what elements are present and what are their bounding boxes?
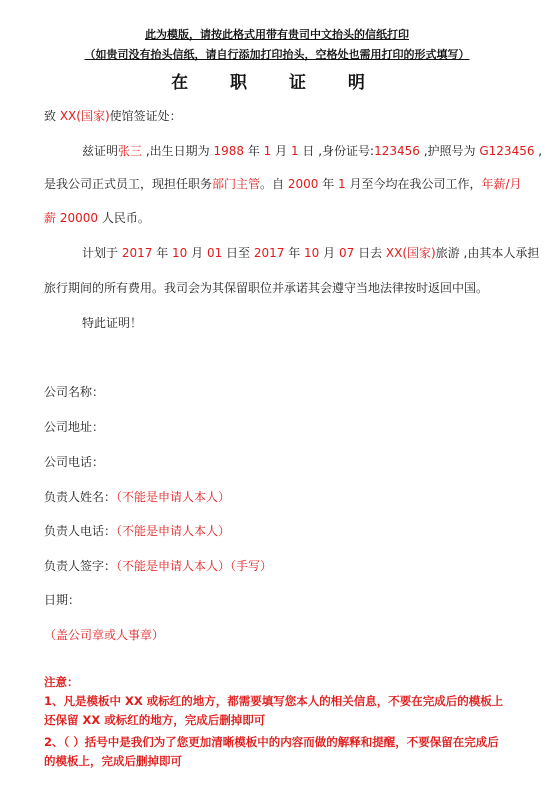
note-2-line1: 2、（ ）括号中是我们为了您更加清晰模板中的内容而做的解释和提醒，不要保留在完成后 — [44, 735, 499, 749]
manager-signature-field: 负责人签字：（不能是申请人本人）（手写） — [44, 559, 273, 573]
paragraph-expenses: 旅行期间的所有费用。我司会为其保留职位并承诺其会遵守当地法律按时返回中国。 — [44, 281, 489, 295]
date-field: 日期： — [44, 593, 81, 607]
closing-statement: 特此证明！ — [82, 316, 143, 330]
paragraph-travel-plan: 计划于 2017 年 10 月 01 日至 2017 年 10 月 07 日去 XX(国家)旅游 ,由其本人承担 — [82, 246, 540, 260]
note-1-line2: 还保留 XX 或标红的地方，完成后删掉即可 — [44, 713, 266, 727]
note-1-line1: 1、凡是模板中 XX 或标红的地方，都需要填写您本人的相关信息，不要在完成后的模板上 — [44, 694, 504, 708]
paragraph-identity: 兹证明张三 ,出生日期为 1988 年 1 月 1 日 ,身份证号:123456 ,护照号为 G123456 , — [82, 144, 543, 158]
paragraph-salary: 薪 20000 人民币。 — [44, 211, 150, 225]
manager-name-field: 负责人姓名：（不能是申请人本人） — [44, 490, 231, 504]
template-note-line2: （如贵司没有抬头信纸，请自行添加打印抬头，空格处也需用打印的形式填写） — [84, 48, 470, 61]
stamp-hint: （盖公司章或人事章） — [44, 628, 165, 642]
paragraph-employment: 是我公司正式员工，现担任职务部门主管。自 2000 年 1 月至今均在我公司工作，年薪/月 — [44, 177, 522, 191]
manager-name-hint: （不能是申请人本人） — [116, 490, 231, 504]
manager-phone-field: 负责人电话：（不能是申请人本人） — [44, 524, 231, 538]
company-name-field: 公司名称： — [44, 385, 105, 399]
manager-phone-hint: （不能是申请人本人） — [116, 524, 231, 538]
notes-title: 注意： — [44, 675, 79, 689]
manager-signature-hint: （不能是申请人本人）（手写） — [116, 559, 273, 573]
document-title: 在 职 证 明 — [171, 73, 383, 93]
greeting: 致 XX(国家)使馆签证处： — [44, 109, 182, 123]
note-2-line2: 的模板上，完成后删掉即可 — [44, 754, 182, 768]
company-phone-field: 公司电话： — [44, 455, 105, 469]
template-note-line1: 此为模版，请按此格式用带有贵司中文抬头的信纸打印 — [145, 28, 409, 41]
company-address-field: 公司地址： — [44, 420, 105, 434]
